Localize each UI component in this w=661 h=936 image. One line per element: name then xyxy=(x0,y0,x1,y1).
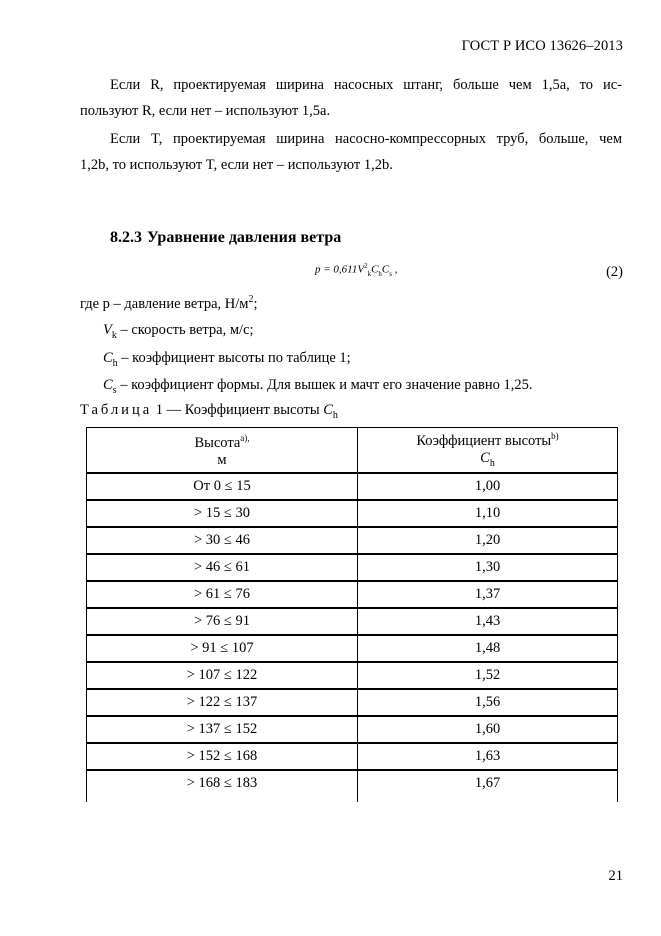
table-row xyxy=(87,473,618,500)
where-intro-text: где p – давление ветра, Н/м xyxy=(80,295,249,312)
column-header-coefficient-sub: h xyxy=(489,457,495,469)
equation-v-sup: 2 xyxy=(364,262,368,270)
height-cell: > 15 ≤ 30 xyxy=(87,500,358,527)
table-caption xyxy=(80,402,338,421)
table-row xyxy=(87,770,618,802)
table-caption-sub: h xyxy=(332,409,338,421)
table-caption-text: — Коэффициент высоты xyxy=(166,402,324,418)
table-row xyxy=(87,554,618,581)
column-header-height xyxy=(87,428,358,473)
coefficient-cell: 1,63 xyxy=(358,743,618,770)
paragraph-2-line-1: Если T, проектируемая ширина насосно-компрессорных труб, больше, чем xyxy=(110,131,622,147)
where-item-sub: h xyxy=(112,357,118,369)
coefficient-cell: 1,56 xyxy=(358,689,618,716)
coefficient-cell: 1,60 xyxy=(358,716,618,743)
section-heading xyxy=(110,229,341,247)
column-header-height-unit: м xyxy=(217,452,227,469)
where-item-vk xyxy=(103,322,254,341)
column-header-coefficient-symbol: C xyxy=(480,449,490,466)
height-cell: > 30 ≤ 46 xyxy=(87,527,358,554)
column-header-coefficient-label: Коэффициент высоты xyxy=(416,432,552,449)
where-item-text: – коэффициент высоты по таблице 1; xyxy=(117,350,351,366)
column-header-height-note: a), xyxy=(240,433,250,444)
coefficient-cell: 1,48 xyxy=(358,635,618,662)
section-title: Уравнение давления ветра xyxy=(147,229,342,246)
equation-c2: C xyxy=(381,263,390,276)
equation-tail: , xyxy=(394,263,398,276)
table-row xyxy=(87,635,618,662)
where-item-text: – скорость ветра, м/с; xyxy=(116,322,254,338)
coefficient-cell: 1,43 xyxy=(358,608,618,635)
where-item-symbol: C xyxy=(103,377,113,393)
table-row xyxy=(87,500,618,527)
table-row xyxy=(87,716,618,743)
height-cell: > 152 ≤ 168 xyxy=(87,743,358,770)
where-item-sub: k xyxy=(111,329,117,341)
where-item-symbol: C xyxy=(103,350,113,366)
column-header-height-label: Высота xyxy=(194,435,241,452)
coefficient-cell: 1,10 xyxy=(358,500,618,527)
table-row xyxy=(87,581,618,608)
column-header-coefficient-note: b) xyxy=(551,431,559,441)
table-row xyxy=(87,527,618,554)
where-item-symbol: V xyxy=(103,322,112,338)
where-intro xyxy=(80,294,258,313)
paragraph-1-line-1: Если R, проектируемая ширина насосных штанг, больше чем 1,5a, то ис- xyxy=(110,77,622,93)
height-cell: От 0 ≤ 15 xyxy=(87,473,358,500)
height-cell: > 61 ≤ 76 xyxy=(87,581,358,608)
where-intro-end: ; xyxy=(253,295,258,312)
page-number: 21 xyxy=(608,868,623,884)
where-item-sub: s xyxy=(112,384,117,396)
equation-c2-sub: s xyxy=(389,269,392,278)
where-item-text: – коэффициент формы. Для вышек и мачт его значение равно 1,25. xyxy=(116,377,533,393)
height-cell: > 122 ≤ 137 xyxy=(87,689,358,716)
height-coefficient-table xyxy=(86,427,618,802)
paragraph-2-line-2: 1,2b, то используют T, если нет – используют 1,2b. xyxy=(80,157,393,173)
column-header-coefficient xyxy=(358,428,618,473)
equation-lhs: p = 0,611V xyxy=(315,263,365,276)
where-intro-sup: 2 xyxy=(248,294,254,305)
table-caption-number: 1 xyxy=(155,402,164,418)
where-item-cs xyxy=(103,377,533,396)
height-cell: > 107 ≤ 122 xyxy=(87,662,358,689)
paragraph-1-line-2: пользуют R, если нет – используют 1,5a. xyxy=(80,103,331,119)
section-number: 8.2.3 xyxy=(110,229,142,246)
table-header-row xyxy=(87,428,618,473)
table-caption-symbol: C xyxy=(323,402,333,418)
equation-v-sub: k xyxy=(367,269,372,278)
where-item-ch xyxy=(103,350,351,369)
table-row xyxy=(87,662,618,689)
height-cell: > 46 ≤ 61 xyxy=(87,554,358,581)
height-cell: > 137 ≤ 152 xyxy=(87,716,358,743)
coefficient-cell: 1,37 xyxy=(358,581,618,608)
coefficient-cell: 1,20 xyxy=(358,527,618,554)
height-cell: > 76 ≤ 91 xyxy=(87,608,358,635)
equation-c1: C xyxy=(371,263,379,276)
document-header: ГОСТ Р ИСО 13626–2013 xyxy=(461,38,623,54)
table-body xyxy=(87,473,618,802)
equation-number: (2) xyxy=(606,264,623,280)
table-row xyxy=(87,608,618,635)
coefficient-cell: 1,52 xyxy=(358,662,618,689)
coefficient-cell: 1,67 xyxy=(358,770,618,802)
coefficient-cell: 1,00 xyxy=(358,473,618,500)
table-caption-label: Таблица xyxy=(80,402,153,418)
wind-pressure-equation xyxy=(315,262,398,278)
table-row xyxy=(87,689,618,716)
height-cell: > 168 ≤ 183 xyxy=(87,770,358,802)
height-cell: > 91 ≤ 107 xyxy=(87,635,358,662)
table-row xyxy=(87,743,618,770)
equation-c1-sub: h xyxy=(378,269,382,278)
coefficient-cell: 1,30 xyxy=(358,554,618,581)
